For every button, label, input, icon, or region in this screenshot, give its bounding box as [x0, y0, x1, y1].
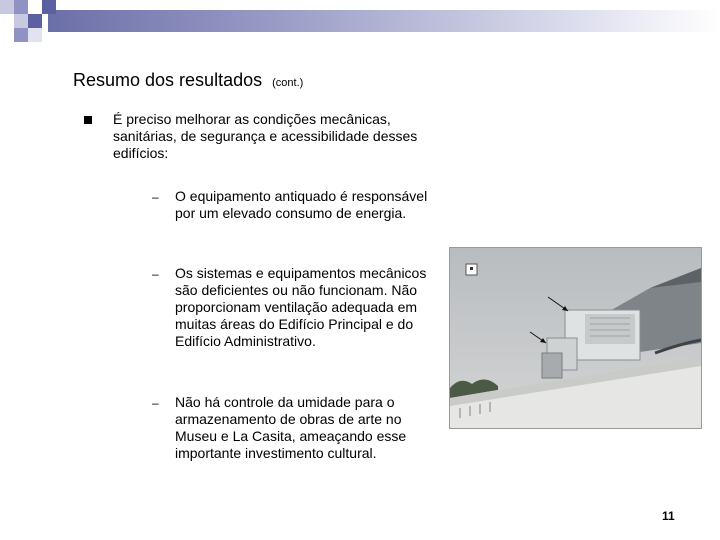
sub-bullet-text: O equipamento antiquado é responsável por um elevado consumo de energia. [175, 188, 428, 221]
header-square [0, 14, 14, 28]
header-decoration [0, 0, 720, 50]
building-rooftop-photo [449, 247, 702, 429]
header-square [28, 28, 42, 42]
header-square [28, 14, 42, 28]
page-number: 11 [662, 509, 675, 523]
header-square [14, 28, 28, 42]
header-square [42, 0, 56, 14]
slide-title-text: Resumo dos resultados [73, 70, 263, 90]
sub-bullet-dash: – [152, 267, 159, 281]
sub-bullet-dash: – [152, 396, 159, 410]
slide-title [73, 70, 303, 91]
slide-title-suffix: (cont.) [272, 77, 304, 89]
header-square [14, 14, 28, 28]
sub-bullet-dash: – [152, 190, 159, 204]
sub-bullet-text: Não há controle da umidade para o armazenamento de obras de arte no Museu e La Casita, ameaçando esse importante investimento cultural. [175, 394, 407, 461]
header-square [28, 0, 42, 14]
main-bullet-text: É preciso melhorar as condições mecânicas, sanitárias, de segurança e acessibilidade desses edifícios: [113, 111, 418, 161]
bullet-square-icon [84, 116, 92, 124]
header-square [0, 0, 14, 14]
header-gradient-bar [48, 10, 720, 32]
sub-bullet-text: Os sistemas e equipamentos mecânicos são deficientes ou não funcionam. Não proporcionam ventilação adequada em muitas áreas do Edifício Principal e do Edifício Administrativo. [175, 265, 427, 349]
header-square [14, 0, 28, 14]
